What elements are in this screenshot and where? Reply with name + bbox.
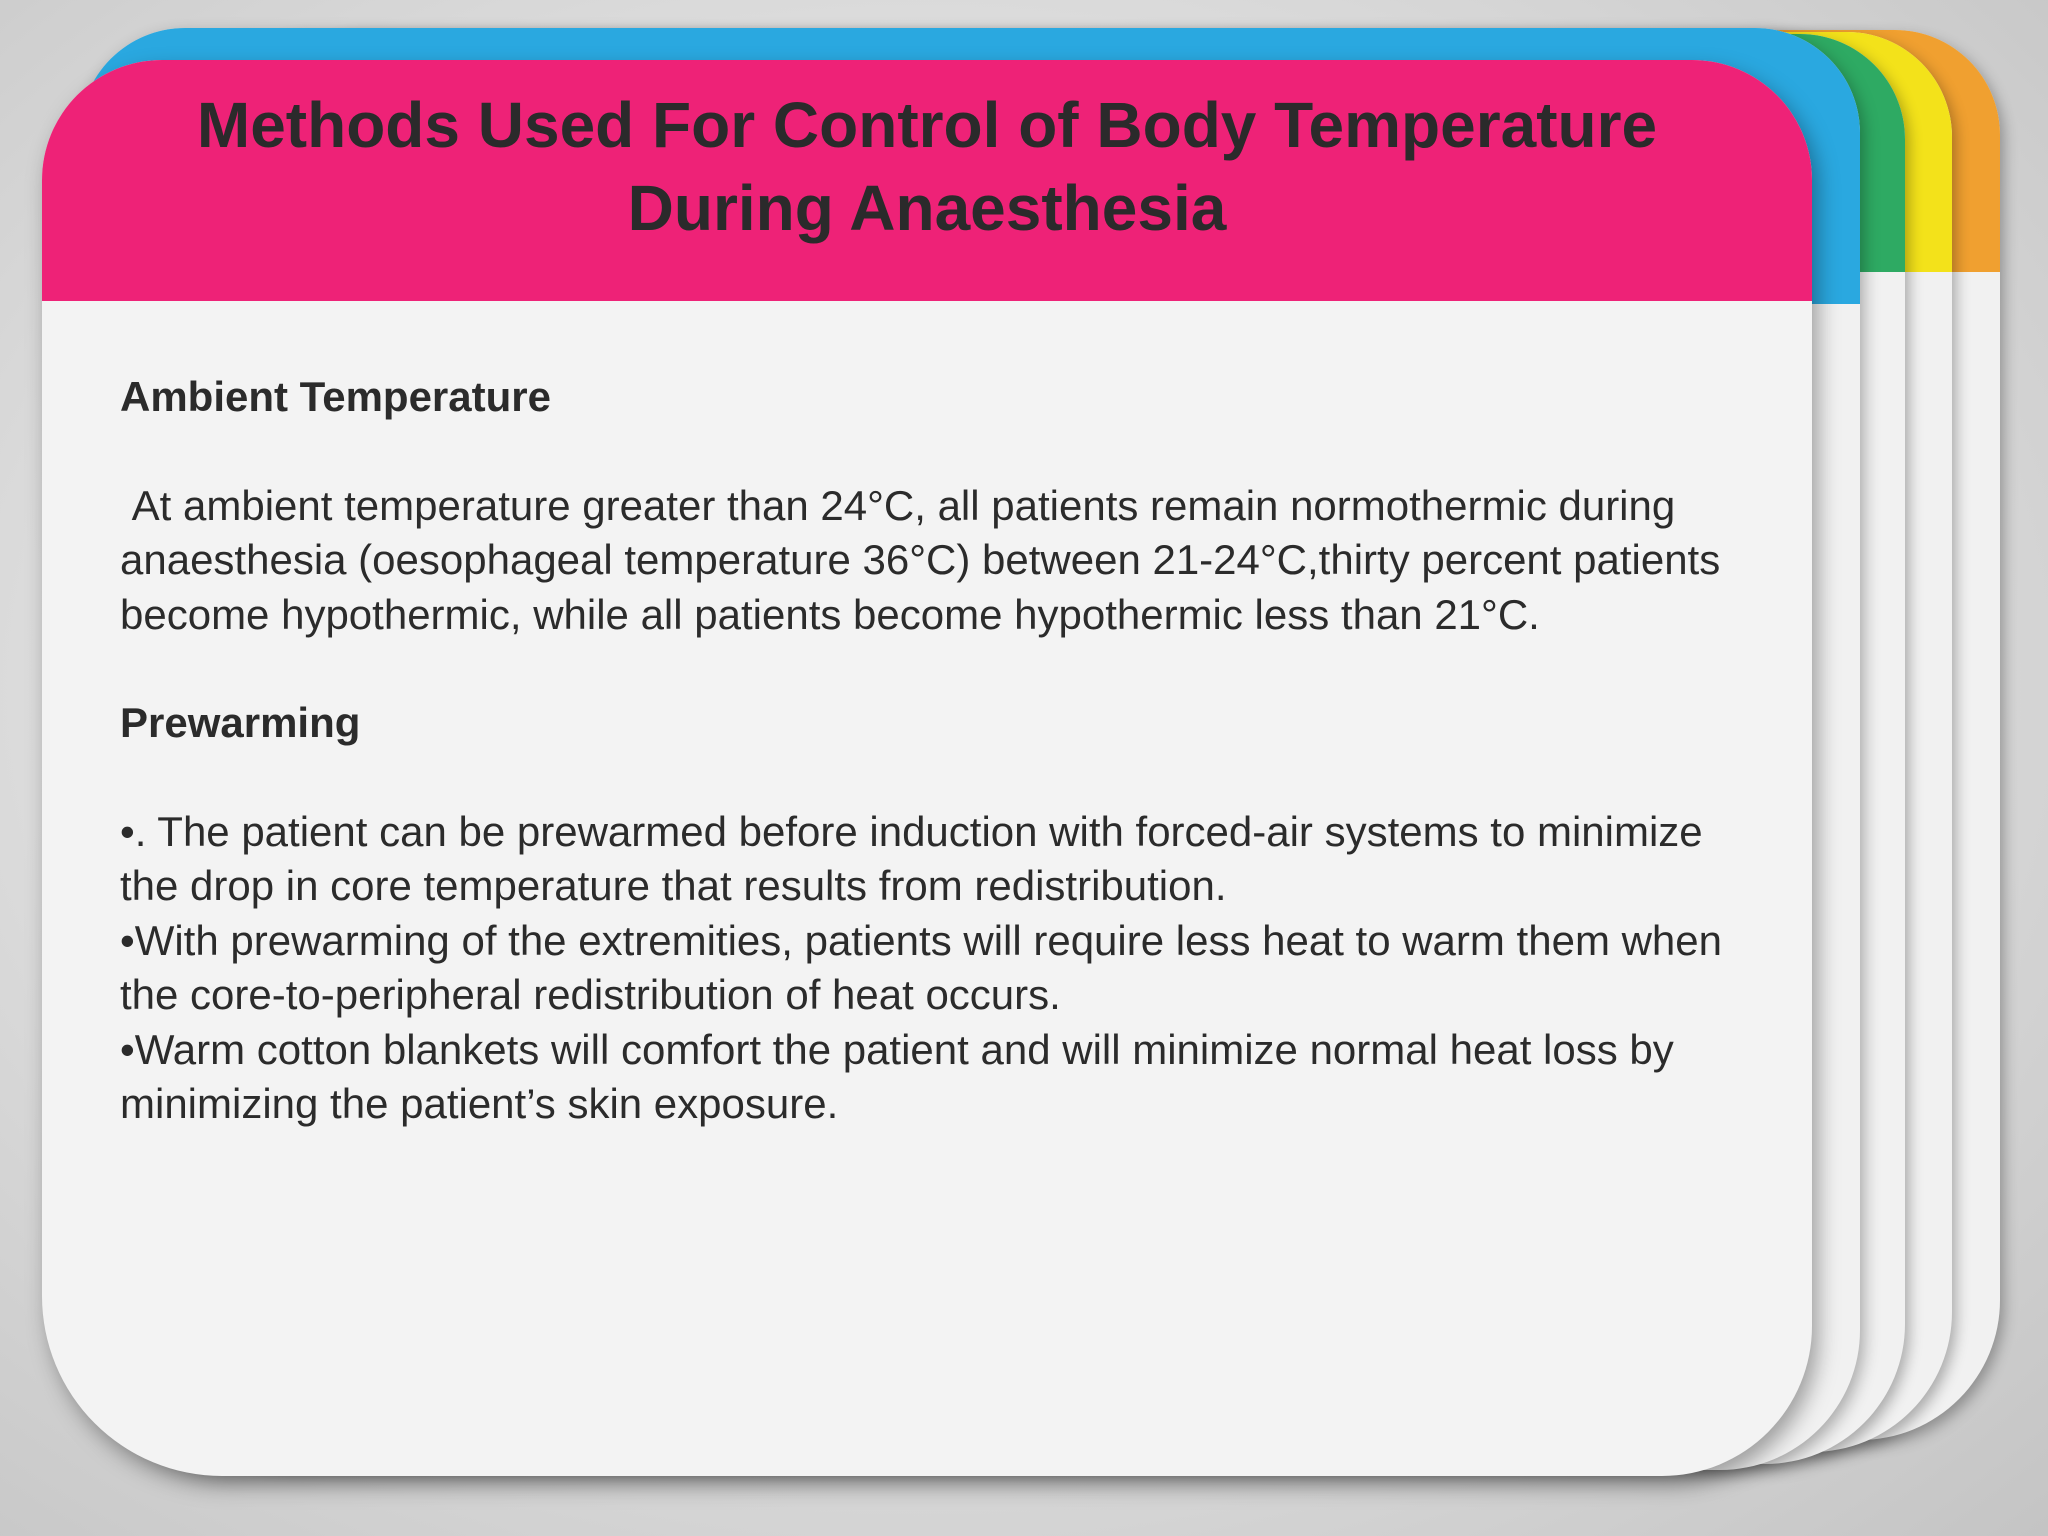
slide-body: [120, 370, 1760, 1132]
title-banner: [42, 60, 1812, 301]
bullet-item: •. The patient can be prewarmed before induction with forced-air systems to minimize the drop in core temperature that results from redistribution.: [120, 807, 1703, 909]
ambient-temperature-paragraph: At ambient temperature greater than 24°C, all patients remain normothermic during anaesthesia (oesophageal temperature 36°C) between 21-24°C,thirty percent patients become hypothermic, while all patients become hypothermic less than 21°C.: [120, 481, 1732, 638]
section-heading-prewarming: Prewarming: [120, 699, 361, 746]
main-slide-card: [42, 60, 1812, 1476]
bullet-item: •With prewarming of the extremities, patients will require less heat to warm them when the core-to-peripheral redistribution of heat occurs.: [120, 916, 1723, 1018]
section-heading-ambient-temperature: Ambient Temperature: [120, 373, 551, 420]
slide-title: Methods Used For Control of Body Temperature During Anaesthesia: [196, 88, 1658, 244]
prewarming-bullet-list: [120, 805, 1760, 1132]
bullet-item: •Warm cotton blankets will comfort the patient and will minimize normal heat loss by minimizing the patient’s skin exposure.: [120, 1025, 1674, 1127]
